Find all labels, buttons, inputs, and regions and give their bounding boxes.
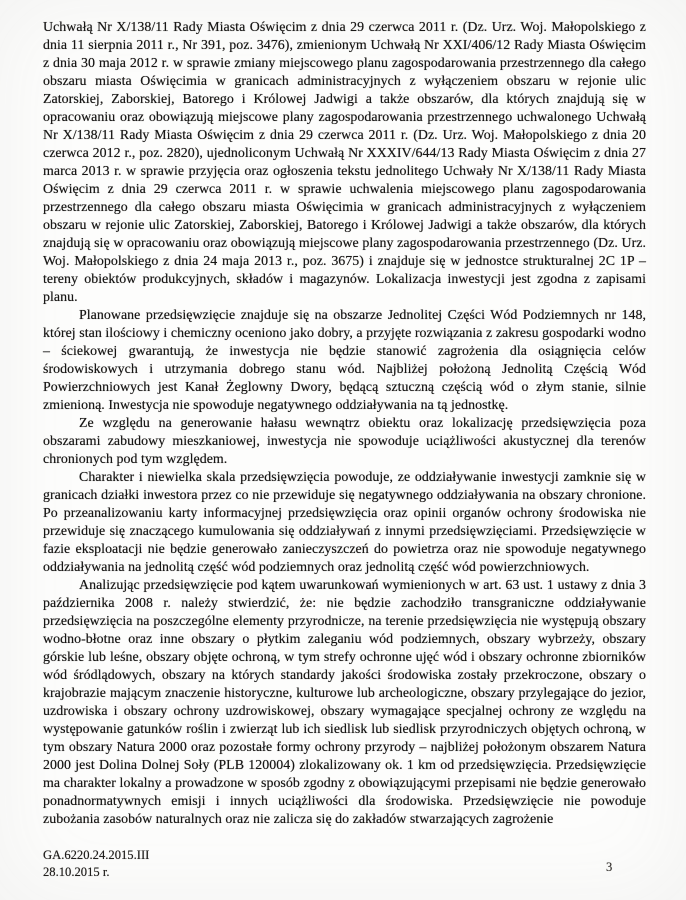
paragraph-5: Analizując przedsięwzięcie pod kątem uwarunkowań wymienionych w art. 63 ust. 1 ustawy z dnia 3 października 2008 r. należy stwierdzić, że: nie będzie zachodziło transgraniczne oddziaływanie przedsięwzięcia na poszczególne elementy przyrodnicze, na terenie przedsięwzięcia nie występują obszary wodno-błotne oraz inne obszary o płytkim zaleganiu wód podziemnych, obszary wybrzeży, obszary górskie lub leśne, obszary objęte ochroną, w tym strefy ochronne ujęć wód i obszary ochronne zbiorników wód śródlądowych, obszary na których standardy jakości środowiska zostały przekroczone, obszary o krajobrazie mającym znaczenie historyczne, kulturowe lub archeologiczne, obszary przylegające do jezior, uzdrowiska i obszary ochrony uzdrowiskowej, obszary wymagające specjalnej ochrony ze względu na występowanie gatunków roślin i zwierząt lub ich siedlisk lub siedlisk przyrodniczych objętych ochroną, w tym obszary Natura 2000 oraz pozostałe formy ochrony przyrody – najbliżej położonym obszarem Natura 2000 jest Dolina Dolnej Soły (PLB 120004) zlokalizowany ok. 1 km od przedsięwzięcia. Przedsięwzięcie ma charakter lokalny a prowadzone w sposób zgodny z obowiązującymi przepisami nie będzie generowało ponadnormatywnych emisji i innych uciążliwości dla środowiska. Przedsięwzięcie nie powoduje zubożania zasobów naturalnych oraz nie zalicza się do zakładów stwarzających zagrożenie — [43, 578, 646, 827]
paragraph-3: Ze względu na generowanie hałasu wewnątrz obiektu oraz lokalizację przedsięwzięcia poza obszarami zabudowy mieszkaniowej, inwestycja nie spowoduje uciążliwości akustycznej dla terenów chronionych pod tym względem. — [43, 416, 646, 467]
document-body — [43, 19, 646, 829]
case-number: GA.6220.24.2015.III — [43, 848, 150, 862]
paragraph-1: Uchwałą Nr X/138/11 Rady Miasta Oświęcim z dnia 29 czerwca 2011 r. (Dz. Urz. Woj. Małopolskiego z dnia 11 sierpnia 2011 r., Nr 391, poz. 3476), zmienionym Uchwałą Nr XXI/406/12 Rady Miasta Oświęcim z dnia 30 maja 2012 r. w sprawie zmiany miejscowego planu zagospodarowania przestrzennego dla całego obszaru miasta Oświęcimia w granicach administracyjnych z wyłączeniem obszaru w rejonie ulic Zatorskiej, Zaborskiej, Batorego i Królowej Jadwigi a także obszarów, dla których znajdują się w opracowaniu oraz obowiązują miejscowe plany zagospodarowania przestrzennego uchwalonego Uchwałą Nr X/138/11 Rady Miasta Oświęcim z dnia 29 czerwca 2011 r. (Dz. Urz. Woj. Małopolskiego z dnia 20 czerwca 2012 r., poz. 2820), ujednoliconym Uchwałą Nr XXXIV/644/13 Rady Miasta Oświęcim z dnia 27 marca 2013 r. w sprawie przyjęcia oraz ogłoszenia tekstu jednolitego Uchwały Nr X/138/11 Rady Miasta Oświęcim z dnia 29 czerwca 2011 r. w sprawie uchwalenia miejscowego planu zagospodarowania przestrzennego dla całego obszaru miasta Oświęcimia w granicach administracyjnych z wyłączeniem obszaru w rejonie ulic Zatorskiej, Zaborskiej, Batorego i Królowej Jadwigi a także obszarów, dla których znajdują się w opracowaniu oraz obowiązują miejscowe plany zagospodarowania przestrzennego (Dz. Urz. Woj. Małopolskiego z dnia 24 maja 2013 r., poz. 3675) i znajduje się w jednostce strukturalnej 2C 1P – tereny obiektów produkcyjnych, składów i magazynów. Lokalizacja inwestycji jest zgodna z zapisami planu. — [43, 20, 646, 305]
paragraph-4: Charakter i niewielka skala przedsięwzięcia powoduje, ze oddziaływanie inwestycji zamknie się w granicach działki inwestora przez co nie przewiduje się negatywnego oddziaływania na obszary chronione. Po przeanalizowaniu karty informacyjnej przedsięwzięcia oraz opinii organów ochrony środowiska nie przewiduje się znaczącego kumulowania się oddziaływań z innymi przedsięwzięciami. Przedsięwzięcie w fazie eksploatacji nie będzie generowało zanieczyszczeń do powietrza oraz nie spowoduje negatywnego oddziaływania na jednolitą część wód podziemnych oraz jednolitą część wód powierzchniowych. — [43, 470, 646, 575]
document-date: 28.10.2015 r. — [43, 865, 110, 879]
page-number: 3 — [606, 860, 613, 874]
document-footer — [43, 847, 149, 881]
paragraph-2: Planowane przedsięwzięcie znajduje się na obszarze Jednolitej Części Wód Podziemnych nr 148, której stan ilościowy i chemiczny oceniono jako dobry, a przyjęte rozwiązania z zakresu gospodarki wodno – ściekowej gwarantują, że inwestycja nie będzie stanowić zagrożenia dla osiągnięcia celów środowiskowych i utrzymania dobrego stanu wód. Najbliżej położoną Jednolitą Częścią Wód Powierzchniowych jest Kanał Żeglowny Dwory, będącą sztuczną częścią wód o złym stanie, silnie zmienioną. Inwestycja nie spowoduje negatywnego oddziaływania na tą jednostkę. — [43, 308, 646, 413]
